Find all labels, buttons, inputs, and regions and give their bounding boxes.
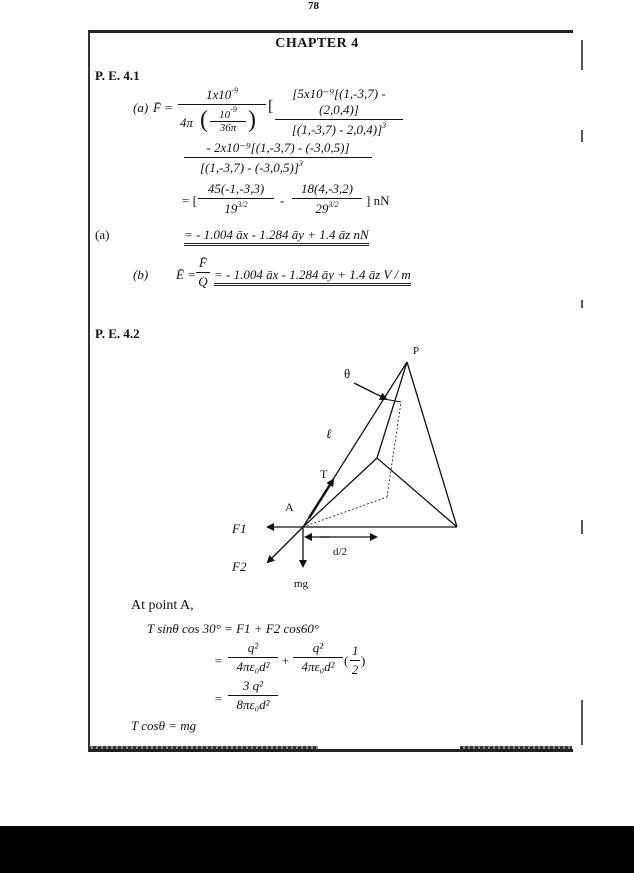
field-result: = - 1.004 āx - 1.284 āy + 1.4 āz V / m [214, 267, 411, 286]
theta-arc [384, 399, 401, 402]
frame-bottom-rule [460, 746, 572, 749]
tension-arrow [309, 480, 333, 518]
part-a-label: (a) [133, 100, 149, 115]
equation-1: T sinθ cos 30° = F1 + F2 cos60° [147, 621, 320, 636]
epsilon-den: 36π [219, 122, 237, 134]
four-pi: 4π [180, 115, 194, 130]
frame-bottom-rule [88, 746, 318, 749]
edge-back-P [377, 362, 407, 458]
margin-label-a: (a) [95, 227, 110, 242]
plus-sign: + [281, 653, 290, 668]
term-fraction-1-num: 45(-1,-3,3) [198, 181, 274, 199]
vector-fraction-2-den: [(1,-3,7) - (-3,0,5)] [200, 160, 299, 175]
part-b-label: (b) [133, 267, 149, 282]
edge-P-right [407, 362, 457, 527]
coulomb-prefactor: $1x10^{-9}$ 4π ( $10^{-9}$ 36π ) [178, 86, 266, 134]
label-F1: F1 [232, 521, 247, 536]
term-fraction-2-den: 29 [315, 201, 329, 216]
field-fraction-den: Q [198, 274, 208, 289]
label-F2: F2 [232, 559, 247, 574]
label-T: T [320, 467, 328, 481]
problem-heading-4-1: P. E. 4.1 [95, 68, 140, 83]
scan-bottom-border [0, 826, 634, 873]
term-q2-a: $\frac{\text{q²}}{\text{4πε₀d²}}$ [228, 640, 278, 675]
force-symbol: F̄ = [153, 100, 173, 115]
vector-fraction-1-num: [5x10⁻⁹[(1,-3,7) - (2,0,4)] [275, 86, 403, 120]
epsilon-num: 10 [219, 109, 231, 121]
equation-4: T cosθ = mg [131, 718, 197, 733]
vector-fraction-1-den: [(1,-3,7) - 2,0,4)] [291, 122, 383, 137]
term-fraction-2: $\frac{18(4,-3,2)}{29^{3/2}}$ [292, 181, 362, 217]
theta-arrow [354, 383, 386, 399]
charge-value: 1x10 [206, 87, 232, 102]
label-mg: mg [294, 578, 309, 590]
term-3q2: $\frac{\text{3 q²}}{\text{8πε₀d²}}$ [228, 678, 278, 713]
at-point-A: At point A, [131, 598, 194, 613]
eq-2-equals: = [214, 653, 223, 668]
vector-fraction-2: $\frac{\text{- 2x10⁻⁹[(1,-3,7) - (-3,0,5)]}}{[(1,-3,7) - (-3,0,5)]^3}$ [184, 140, 372, 176]
label-ell: ℓ [326, 426, 332, 441]
page-number: 78 [308, 0, 319, 12]
field-symbol: Ē = [176, 267, 196, 282]
edge-back-right [377, 458, 457, 527]
force-result: = - 1.004 āx - 1.284 āy + 1.4 āz nN [184, 227, 369, 246]
altitude-line [387, 402, 401, 497]
chapter-title: CHAPTER 4 [275, 36, 359, 51]
label-theta: θ [344, 366, 351, 381]
vector-fraction-1: $\frac{\text{[5x10⁻⁹[(1,-3,7) - (2,0,4)]}}{[(1,-3,7) - 2,0,4)]^3}$ [275, 86, 403, 138]
term-fraction-1: $\frac{45(-1,-3,3)}{19^{3/2}}$ [198, 181, 274, 217]
term-fraction-1-den: 19 [224, 201, 238, 216]
term-half: $\frac{1}{2}$ [351, 643, 359, 677]
altitude-foot [303, 497, 387, 527]
eq-3-equals: = [214, 691, 223, 706]
eq-line-3-open: = [ [182, 193, 197, 208]
term-fraction-2-num: 18(4,-3,2) [292, 181, 362, 199]
field-fraction-num: F̄ [196, 255, 210, 273]
minus-sign: - [280, 193, 285, 208]
vector-fraction-2-num: - 2x10⁻⁹[(1,-3,7) - (-3,0,5)] [184, 140, 372, 158]
term-q2-b: $\frac{\text{q²}}{\text{4πε₀d²}}$ [293, 640, 343, 675]
label-A: A [285, 500, 294, 514]
problem-heading-4-2: P. E. 4.2 [95, 326, 140, 341]
label-P: P [413, 345, 420, 357]
F2-arrow [268, 527, 303, 562]
unit-nN: ] nN [366, 193, 390, 208]
label-d2: d/2 [333, 546, 348, 558]
